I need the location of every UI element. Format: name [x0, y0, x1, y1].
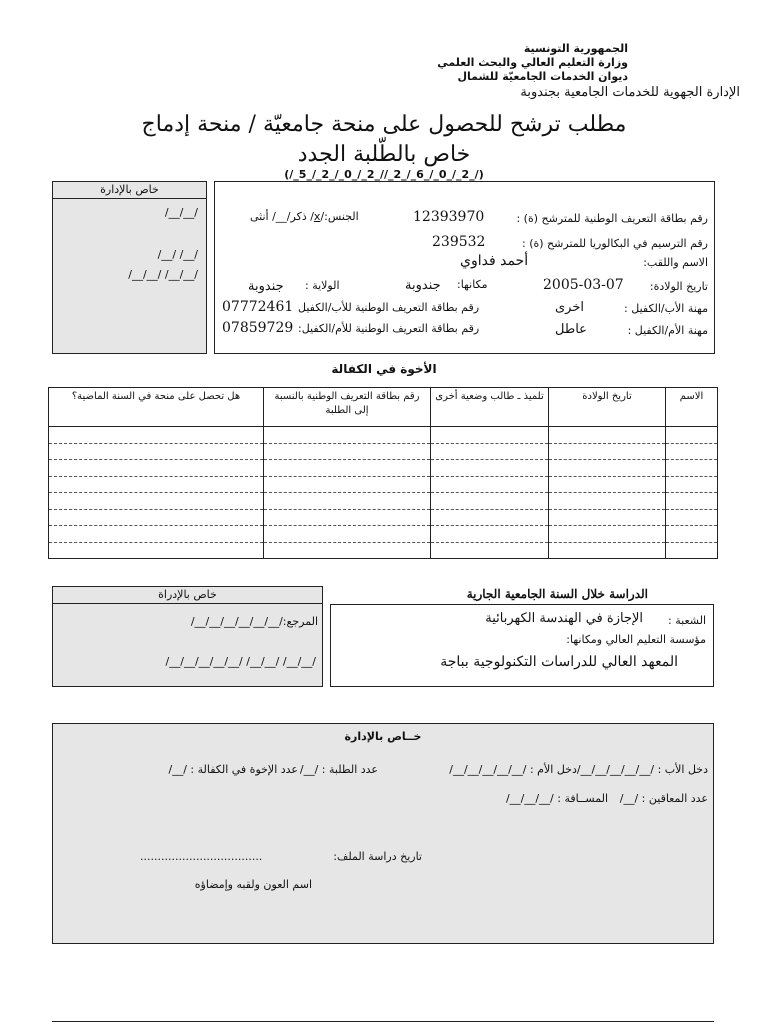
admin-box-mid-title: خاص بالإدراة	[53, 587, 322, 604]
parents-income: دخل الأب : /__/__/__/__/__/دخل الأم : /__/__/__/__/__/	[449, 763, 708, 776]
table-cell[interactable]	[549, 427, 666, 444]
students-count: عدد الطلبة : /__/	[299, 763, 378, 776]
bac-value: 239532	[432, 234, 486, 250]
table-cell[interactable]	[264, 493, 431, 510]
admin-box-top-title: خاص بالإدارة	[53, 182, 206, 199]
institution-label: مؤسسة التعليم العالي ومكانها:	[566, 633, 706, 646]
col-status: تلميذ ـ طالب وضعية أخرى	[431, 388, 549, 427]
col-name: الاسم	[666, 388, 718, 427]
page-title: مطلب ترشح للحصول على منحة جامعيّة / منحة إدماج	[141, 112, 627, 137]
header-office: ديوان الخدمات الجامعيّة للشمال	[457, 70, 628, 83]
table-row	[49, 542, 718, 559]
mother-job-value: عاطل	[555, 322, 587, 337]
candidate-id-value: 12393970	[413, 209, 485, 225]
table-cell[interactable]	[49, 476, 264, 493]
birth-value: 2005-03-07	[543, 277, 624, 293]
table-cell[interactable]	[549, 493, 666, 510]
admin-box-top	[52, 181, 207, 354]
distance-field: المســافة : /__/__/__/	[505, 792, 608, 805]
table-cell[interactable]	[666, 509, 718, 526]
institution-value: المعهد العالي للدراسات التكنولوجية بباجة	[440, 654, 678, 670]
father-job-value: اخرى	[555, 300, 584, 315]
table-cell[interactable]	[431, 542, 549, 559]
disabled-count: عدد المعاقين : /__/	[619, 792, 708, 805]
table-cell[interactable]	[666, 542, 718, 559]
col-id: رقم بطاقة التعريف الوطنية بالنسبة إلى الطلبة	[264, 388, 431, 427]
header-ministry: وزارة التعليم العالي والبحث العلمي	[437, 56, 628, 69]
table-cell[interactable]	[431, 443, 549, 460]
table-cell[interactable]	[549, 443, 666, 460]
study-title: الدراسة خلال السنة الجامعية الجارية	[466, 587, 648, 601]
birth-label: تاريخ الولادة:	[649, 280, 708, 293]
table-cell[interactable]	[264, 476, 431, 493]
table-cell[interactable]	[666, 493, 718, 510]
table-cell[interactable]	[431, 509, 549, 526]
admin-box-bottom	[52, 723, 714, 944]
table-cell[interactable]	[431, 427, 549, 444]
siblings-title: الأخوة في الكفالة	[331, 362, 437, 376]
table-cell[interactable]	[549, 542, 666, 559]
col-grant: هل تحصل على منحة في السنة الماضية؟	[49, 388, 264, 427]
table-cell[interactable]	[549, 460, 666, 477]
table-cell[interactable]	[49, 542, 264, 559]
admin-field-2: /__/ /__/	[157, 248, 198, 261]
table-cell[interactable]	[49, 526, 264, 543]
table-row	[49, 460, 718, 477]
mother-job-label: مهنة الأم/الكفيل :	[627, 324, 708, 337]
table-cell[interactable]	[431, 460, 549, 477]
table-cell[interactable]	[666, 526, 718, 543]
table-cell[interactable]	[549, 476, 666, 493]
header-regional: الإدارة الجهوية للخدمات الجامعية بجندوبة	[520, 85, 740, 100]
table-cell[interactable]	[49, 427, 264, 444]
table-cell[interactable]	[549, 509, 666, 526]
table-cell[interactable]	[49, 509, 264, 526]
birth-place-value: جندوبة	[405, 278, 441, 293]
table-row	[49, 427, 718, 444]
table-row	[49, 476, 718, 493]
mother-id-value: 07859729	[222, 320, 294, 336]
table-cell[interactable]	[431, 526, 549, 543]
father-job-label: مهنة الأب/الكفيل :	[624, 302, 708, 315]
bac-label: رقم الترسيم في البكالوريا للمترشح (ة) :	[522, 237, 708, 250]
father-id-label: رقم بطاقة التعريف الوطنية للأب/الكفيل	[298, 301, 480, 314]
table-cell[interactable]	[264, 509, 431, 526]
branch-label: الشعبة :	[668, 614, 706, 627]
candidate-sex: الجنس:/x/ ذكر/__/ أنثى	[250, 210, 359, 223]
candidate-id-label: رقم بطاقة التعريف الوطنية للمترشح (ة) :	[516, 212, 708, 225]
table-cell[interactable]	[666, 443, 718, 460]
admin-bottom-title: خــاص بالإدارة	[344, 730, 422, 743]
table-cell[interactable]	[264, 542, 431, 559]
title-code: (/_5_/_2_/_0_/_2_//_2_/_6_/_0_/_2_/)	[284, 168, 484, 181]
table-row	[49, 526, 718, 543]
table-cell[interactable]	[666, 476, 718, 493]
name-label: الاسم واللقب:	[643, 256, 708, 269]
birth-place-label: مكانها:	[457, 278, 488, 291]
admin-box-mid	[52, 586, 323, 687]
table-row	[49, 443, 718, 460]
table-cell[interactable]	[264, 526, 431, 543]
branch-value: الإجازة في الهندسة الكهربائية	[485, 611, 643, 626]
table-cell[interactable]	[264, 427, 431, 444]
siblings-count: عدد الإخوة في الكفالة : /__/	[168, 763, 298, 776]
admin-mid-field-2: /__/__/__/__/__/ /__/__/ /__/__/	[165, 655, 316, 668]
page-subtitle: خاص بالطّلبة الجدد	[297, 142, 471, 167]
footer-divider	[52, 1021, 714, 1022]
admin-field-1: /__/__/	[164, 206, 198, 219]
admin-field-3: /__/__/ /__/__/	[128, 268, 198, 281]
table-cell[interactable]	[49, 460, 264, 477]
table-row	[49, 509, 718, 526]
state-value: جندوبة	[248, 279, 284, 294]
agent-signature-label: اسم العون ولقبه وإمضاؤه	[194, 878, 312, 891]
mother-id-label: رقم بطاقة التعريف الوطنية للأم/الكفيل:	[298, 322, 480, 335]
name-value: أحمد فداوي	[460, 253, 529, 269]
father-id-value: 07772461	[222, 299, 294, 315]
table-cell[interactable]	[264, 460, 431, 477]
table-row	[49, 493, 718, 510]
reference-field: المرجع:/__/__/__/__/__/__/	[190, 615, 318, 628]
study-date-dots: ...................................	[140, 850, 263, 863]
state-label: الولاية :	[305, 279, 340, 292]
header-republic: الجمهورية التونسية	[523, 42, 628, 55]
table-cell[interactable]	[549, 526, 666, 543]
table-cell[interactable]	[49, 493, 264, 510]
table-cell[interactable]	[666, 427, 718, 444]
table-cell[interactable]	[49, 443, 264, 460]
col-birth: تاريخ الولادة	[549, 388, 666, 427]
table-cell[interactable]	[431, 493, 549, 510]
table-cell[interactable]	[431, 476, 549, 493]
table-cell[interactable]	[666, 460, 718, 477]
study-date-label: تاريخ دراسة الملف:	[333, 850, 422, 863]
table-cell[interactable]	[264, 443, 431, 460]
siblings-table	[48, 387, 718, 559]
